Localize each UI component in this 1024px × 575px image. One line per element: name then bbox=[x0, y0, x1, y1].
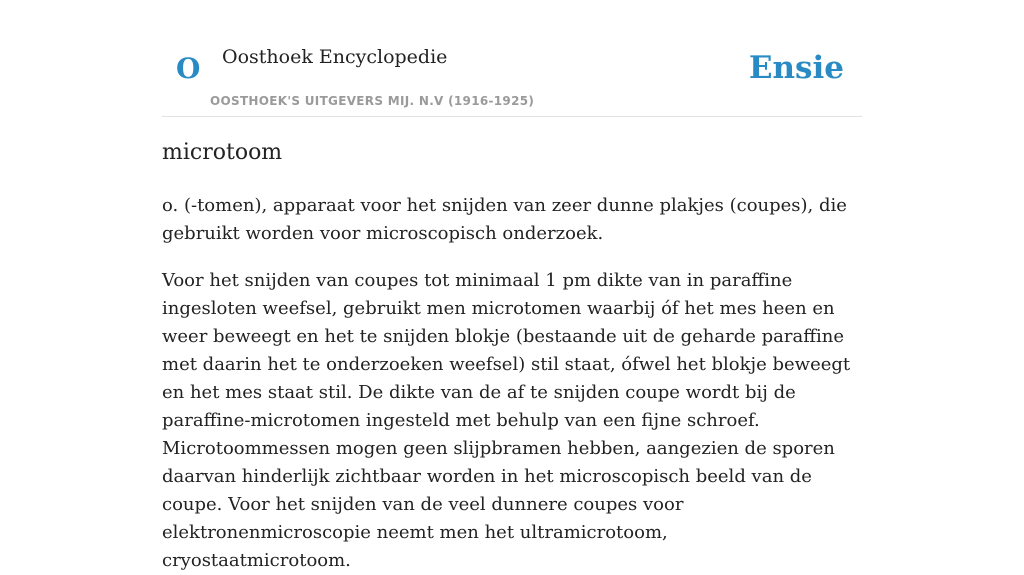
entry-title: microtoom bbox=[162, 140, 283, 165]
entry-paragraph-body: Voor het snijden van coupes tot minimaal 1 pm dikte van in paraffine ingesloten weefsel, gebruikt men microtomen waarbij óf het mes heen en weer beweegt en het te snijden blokje (bestaande uit de geharde paraffine met daarin het te onderzoeken weefsel) stil staat, ófwel het blokje beweegt en het mes staat stil. De dikte van de af te snijden coupe wordt bij de paraffine-microtomen ingesteld met behulp van een fijne schroef. Microtoommessen mogen geen slijpbramen hebben, aangezien de sporen daarvan hinderlijk zichtbaar worden in het microscopisch beeld van de coupe. Voor het snijden van de veel dunnere coupes voor elektronenmicroscopie neemt men het ultramicrotoom, cryostaatmicrotoom. bbox=[162, 270, 851, 571]
site-title[interactable]: Oosthoek Encyclopedie bbox=[222, 46, 448, 68]
site-subtitle: OOSTHOEK'S UITGEVERS MIJ. N.V (1916-1925) bbox=[210, 94, 535, 108]
brand-link[interactable]: Ensie bbox=[748, 50, 844, 86]
entry-paragraph-definition: o. (-tomen), apparaat voor het snijden van zeer dunne plakjes (coupes), die gebruikt worden voor microscopisch onderzoek. bbox=[162, 195, 847, 244]
site-header bbox=[162, 40, 862, 117]
site-logo[interactable]: O bbox=[176, 52, 201, 85]
